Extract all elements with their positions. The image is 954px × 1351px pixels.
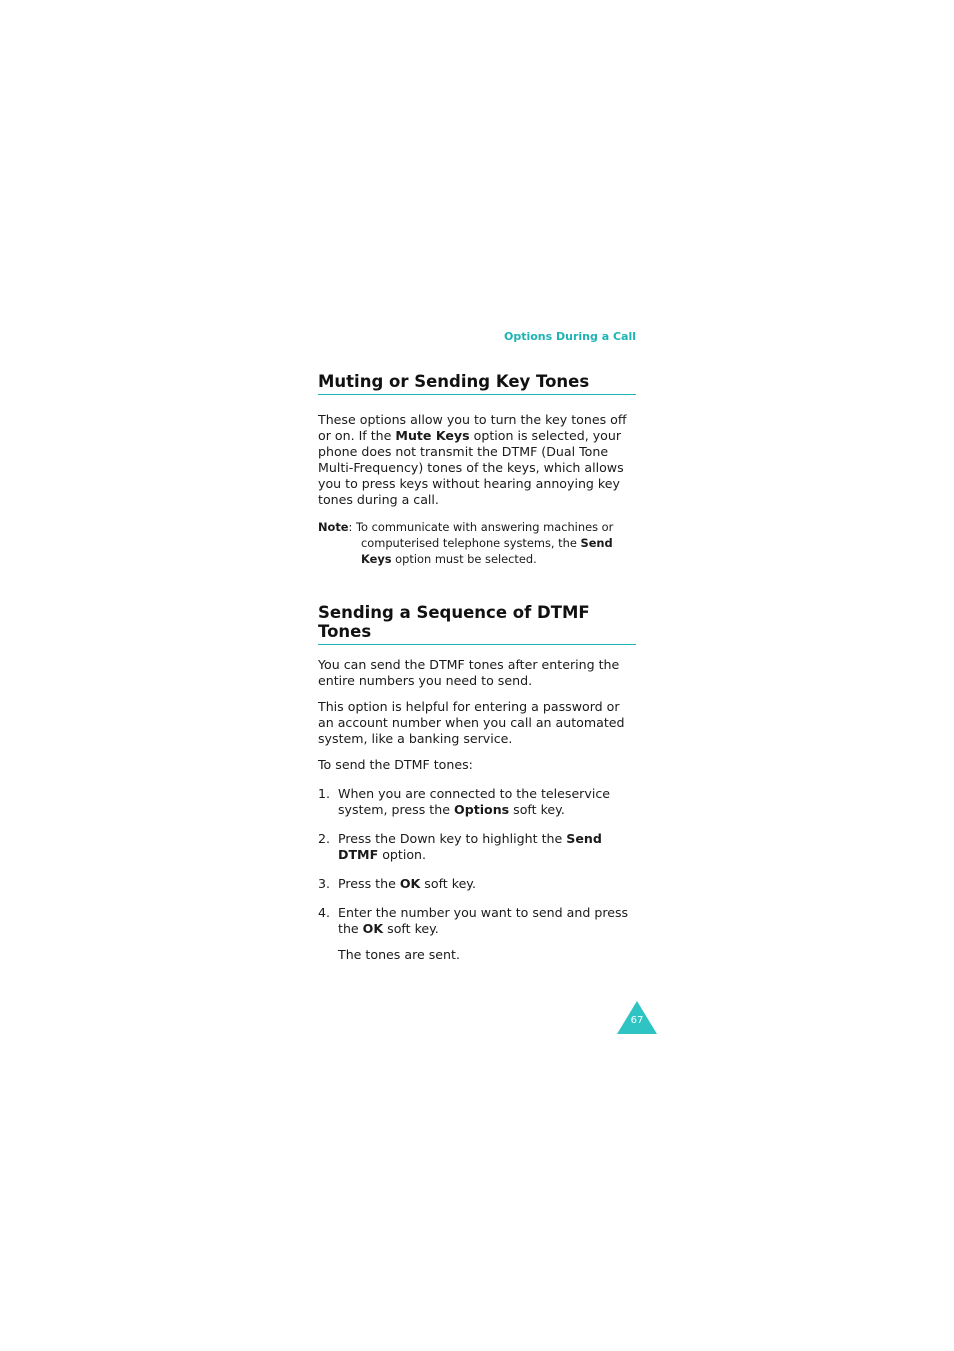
running-header: Options During a Call — [504, 330, 636, 343]
step-item: 3. Press the OK soft key. — [318, 876, 476, 891]
page-number: 67 — [630, 1015, 644, 1026]
step-item: 2. Press the Down key to highlight the Send DTMF option. — [318, 831, 602, 862]
section-title-muting: Muting or Sending Key Tones — [318, 372, 636, 395]
note-paragraph: Note: To communicate with answering machines or computerised telephone systems, the Send Keys option must be selected. — [318, 520, 614, 566]
dtmf-paragraph-1: You can send the DTMF tones after entering the entire numbers you need to send. — [318, 657, 620, 688]
section-muting-key-tones — [318, 372, 636, 567]
dtmf-paragraph-2: This option is helpful for entering a password or an account number when you call an automated system, like a banking service. — [318, 699, 625, 746]
section-dtmf-sequence — [318, 603, 636, 963]
send-keys-term: Send Keys — [361, 536, 613, 566]
mute-keys-term: Mute Keys — [395, 428, 470, 443]
steps-list — [318, 786, 636, 937]
step-result: The tones are sent. — [338, 947, 460, 962]
dtmf-paragraph-3: To send the DTMF tones: — [318, 757, 473, 772]
step-item: 4. Enter the number you want to send and press the OK soft key. — [318, 905, 629, 936]
muting-intro-paragraph: These options allow you to turn the key tones off or on. If the Mute Keys option is selected, your phone does not transmit the DTMF (Dual Tone Multi-Frequency) tones of the keys, which allows you to press keys without hearing annoying key tones during a call. — [318, 412, 627, 507]
page-number-badge — [617, 1001, 657, 1034]
section-title-dtmf: Sending a Sequence of DTMF Tones — [318, 603, 636, 645]
step-item: 1. When you are connected to the teleservice system, press the Options soft key. — [318, 786, 610, 817]
note-label: Note — [318, 520, 349, 534]
